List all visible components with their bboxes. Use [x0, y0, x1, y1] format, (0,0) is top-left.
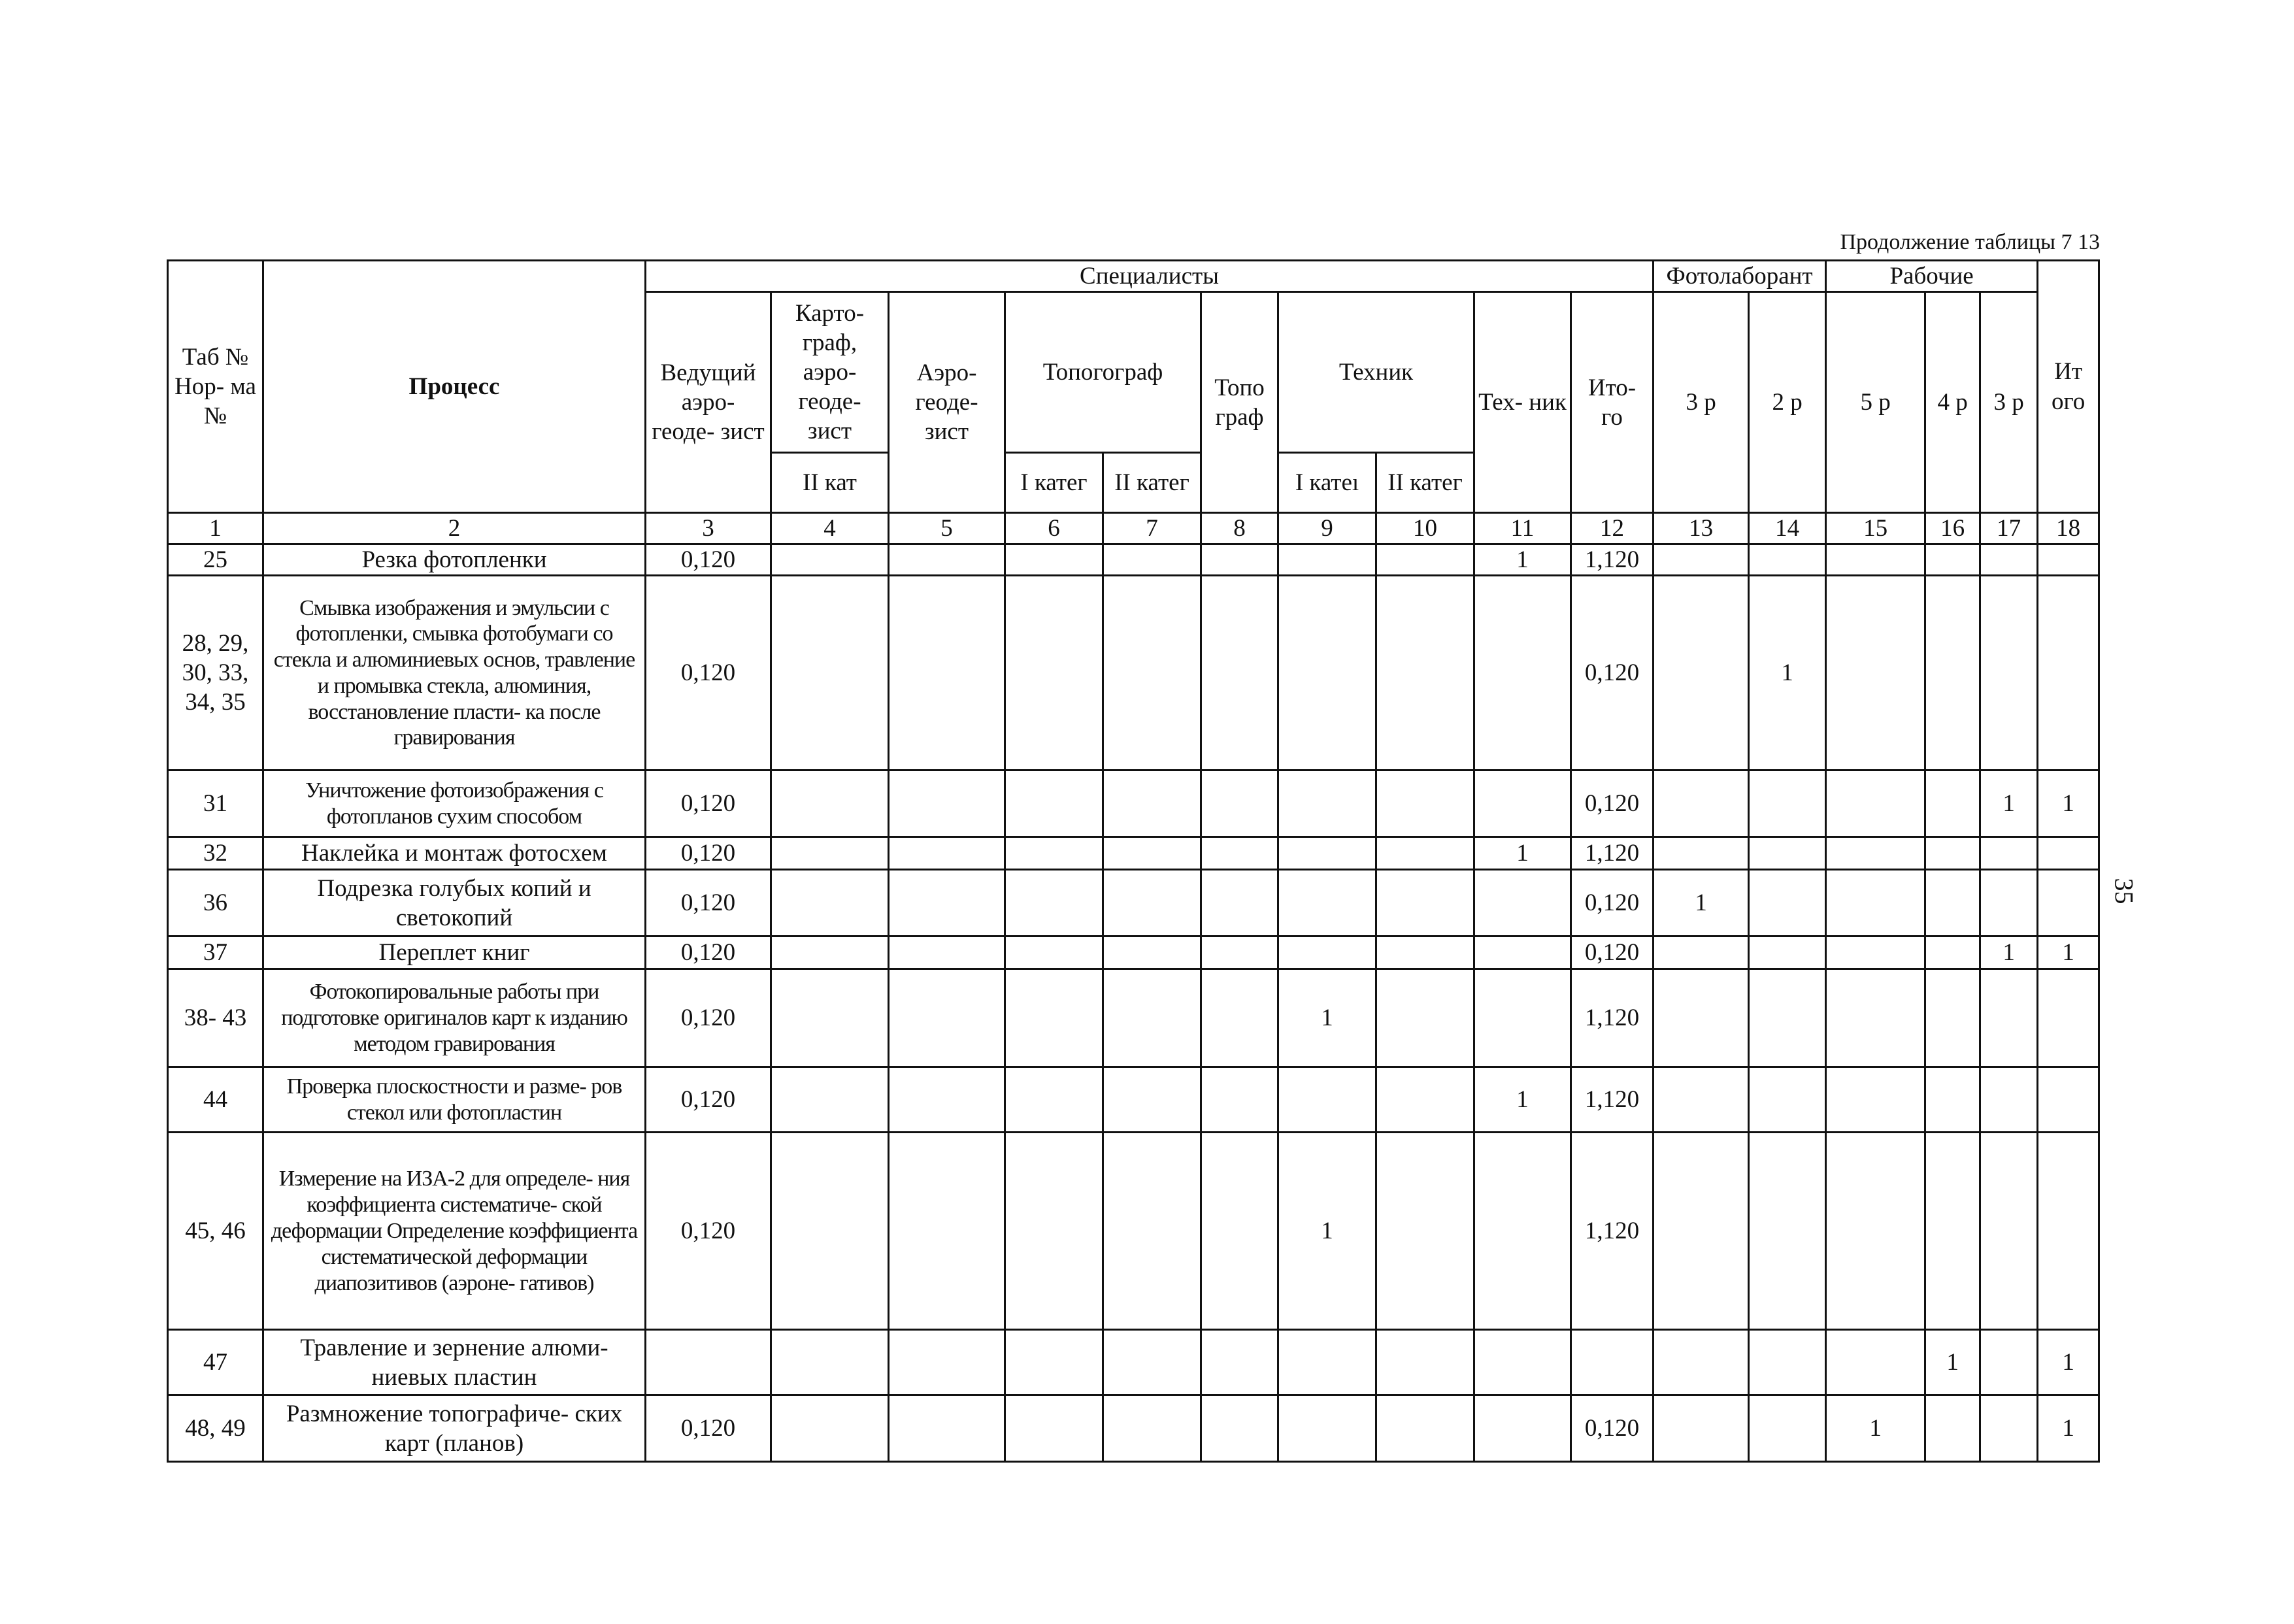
value-cell: [1980, 969, 2038, 1067]
value-cell: [1654, 771, 1749, 837]
value-cell: [1925, 771, 1980, 837]
value-cell: [1376, 936, 1474, 969]
value-cell: [1980, 576, 2038, 771]
header-topographer: Топогограф: [1005, 292, 1201, 453]
value-cell: 0,120: [1571, 936, 1654, 969]
value-cell: [2038, 576, 2099, 771]
value-cell: [1654, 544, 1749, 576]
value-cell: [889, 870, 1005, 936]
value-cell: [1980, 870, 2038, 936]
value-cell: [1005, 1133, 1103, 1330]
value-cell: 1,120: [1571, 1067, 1654, 1133]
value-cell: 1: [1749, 576, 1826, 771]
value-cell: 0,120: [646, 969, 771, 1067]
value-cell: [1980, 837, 2038, 870]
value-cell: [1925, 969, 1980, 1067]
value-cell: [1826, 1330, 1925, 1395]
header-technician-cat-2: II катег: [1376, 453, 1474, 513]
value-cell: [1103, 771, 1201, 837]
value-cell: [1749, 969, 1826, 1067]
value-cell: [889, 1067, 1005, 1133]
value-cell: [889, 837, 1005, 870]
value-cell: 1: [1826, 1395, 1925, 1462]
page-number: 35: [2109, 878, 2139, 904]
value-cell: [1278, 837, 1376, 870]
value-cell: 1: [2038, 936, 2099, 969]
table-row: [168, 936, 2099, 969]
value-cell: [1749, 1395, 1826, 1462]
value-cell: 0,120: [646, 837, 771, 870]
norm-number-cell: 47: [168, 1330, 263, 1395]
value-cell: [1474, 576, 1571, 771]
value-cell: 1: [1980, 936, 2038, 969]
norm-number-cell: 48, 49: [168, 1395, 263, 1462]
value-cell: 1: [1474, 837, 1571, 870]
header-process: Процесс: [263, 261, 646, 513]
value-cell: [1826, 544, 1925, 576]
col-number: 15: [1826, 513, 1925, 544]
value-cell: [646, 1330, 771, 1395]
header-topographer-cat-2: II катег: [1103, 453, 1201, 513]
value-cell: [1005, 1067, 1103, 1133]
value-cell: [1654, 1133, 1749, 1330]
value-cell: [889, 1330, 1005, 1395]
header-photolab-3r: 3 р: [1654, 292, 1749, 513]
header-workers: Рабочие: [1826, 261, 2038, 292]
value-cell: [771, 771, 889, 837]
norm-number-cell: 38- 43: [168, 969, 263, 1067]
header-topograf: Топо граф: [1201, 292, 1278, 513]
table-row: [168, 544, 2099, 576]
value-cell: [771, 576, 889, 771]
process-cell: Фотокопировальные работы при подготовке оригиналов карт к изданию методом гравирования: [263, 969, 646, 1067]
col-number: 4: [771, 513, 889, 544]
header-specialists: Специалисты: [646, 261, 1654, 292]
value-cell: 1,120: [1571, 544, 1654, 576]
value-cell: [889, 936, 1005, 969]
process-cell: Резка фотопленки: [263, 544, 646, 576]
value-cell: [1749, 771, 1826, 837]
header-technician-group: Техник: [1278, 292, 1474, 453]
value-cell: [1749, 544, 1826, 576]
value-cell: [771, 1133, 889, 1330]
value-cell: 0,120: [646, 1395, 771, 1462]
value-cell: [1826, 969, 1925, 1067]
value-cell: [1826, 576, 1925, 771]
value-cell: [1654, 576, 1749, 771]
value-cell: [1278, 544, 1376, 576]
value-cell: [2038, 1067, 2099, 1133]
col-number: 6: [1005, 513, 1103, 544]
norm-number-cell: 31: [168, 771, 263, 837]
col-number: 2: [263, 513, 646, 544]
value-cell: 1: [1474, 544, 1571, 576]
table-row: [168, 576, 2099, 771]
value-cell: [1103, 1133, 1201, 1330]
value-cell: [1980, 1067, 2038, 1133]
value-cell: [1925, 1067, 1980, 1133]
value-cell: [1201, 576, 1278, 771]
value-cell: [889, 544, 1005, 576]
value-cell: [1376, 1395, 1474, 1462]
col-number: 8: [1201, 513, 1278, 544]
value-cell: [771, 837, 889, 870]
value-cell: [889, 1133, 1005, 1330]
value-cell: [1005, 969, 1103, 1067]
process-cell: Уничтожение фотоизображения с фотопланов сухим способом: [263, 771, 646, 837]
value-cell: [1980, 1133, 2038, 1330]
value-cell: [1201, 936, 1278, 969]
value-cell: 1: [1278, 1133, 1376, 1330]
header-total: Ито- го: [1571, 292, 1654, 513]
value-cell: [1278, 771, 1376, 837]
value-cell: 0,120: [646, 544, 771, 576]
value-cell: [771, 1330, 889, 1395]
norm-number-cell: 32: [168, 837, 263, 870]
value-cell: 0,120: [1571, 1395, 1654, 1462]
value-cell: 1: [2038, 1395, 2099, 1462]
table-body: [168, 544, 2099, 1462]
value-cell: [1474, 1330, 1571, 1395]
value-cell: [1103, 837, 1201, 870]
value-cell: [1103, 1067, 1201, 1133]
value-cell: [1005, 1330, 1103, 1395]
value-cell: [889, 1395, 1005, 1462]
value-cell: 0,120: [1571, 870, 1654, 936]
value-cell: [2038, 969, 2099, 1067]
value-cell: [1749, 936, 1826, 969]
value-cell: [1201, 1395, 1278, 1462]
value-cell: 1: [1654, 870, 1749, 936]
value-cell: 1: [2038, 1330, 2099, 1395]
header-cartographer: Карто- граф, аэро- геоде- зист: [771, 292, 889, 453]
value-cell: [1826, 1133, 1925, 1330]
value-cell: [1749, 870, 1826, 936]
process-cell: Размножение топографиче- ских карт (планов): [263, 1395, 646, 1462]
value-cell: [1376, 1067, 1474, 1133]
value-cell: [1826, 771, 1925, 837]
value-cell: [771, 969, 889, 1067]
value-cell: [2038, 544, 2099, 576]
col-number: 3: [646, 513, 771, 544]
value-cell: [771, 936, 889, 969]
value-cell: [1376, 576, 1474, 771]
value-cell: [1826, 837, 1925, 870]
value-cell: [1474, 771, 1571, 837]
norm-number-cell: 44: [168, 1067, 263, 1133]
col-number: 17: [1980, 513, 2038, 544]
value-cell: 0,120: [646, 1067, 771, 1133]
col-number: 16: [1925, 513, 1980, 544]
header-technician: Тех- ник: [1474, 292, 1571, 513]
col-number: 14: [1749, 513, 1826, 544]
norm-number-cell: 45, 46: [168, 1133, 263, 1330]
value-cell: [889, 771, 1005, 837]
value-cell: [771, 870, 889, 936]
value-cell: [1474, 969, 1571, 1067]
value-cell: [1376, 771, 1474, 837]
value-cell: [1201, 969, 1278, 1067]
value-cell: 0,120: [646, 771, 771, 837]
value-cell: [1376, 837, 1474, 870]
column-numbers-row: [168, 513, 2099, 544]
value-cell: [1826, 1067, 1925, 1133]
col-number: 1: [168, 513, 263, 544]
value-cell: [1201, 771, 1278, 837]
table-row: [168, 969, 2099, 1067]
value-cell: [1103, 936, 1201, 969]
value-cell: [1278, 936, 1376, 969]
value-cell: [1005, 837, 1103, 870]
norm-number-cell: 25: [168, 544, 263, 576]
col-number: 18: [2038, 513, 2099, 544]
header-photolab: Фотолаборант: [1654, 261, 1826, 292]
col-number: 12: [1571, 513, 1654, 544]
col-number: 7: [1103, 513, 1201, 544]
col-number: 11: [1474, 513, 1571, 544]
process-cell: Измерение на ИЗА-2 для определе- ния коэффициента систематиче- ской деформации Определение коэффициента систематической деформации диапозитивов (аэроне- гативов): [263, 1133, 646, 1330]
norms-table: [167, 259, 2100, 1463]
value-cell: [1749, 1330, 1826, 1395]
value-cell: [1654, 969, 1749, 1067]
value-cell: [1103, 969, 1201, 1067]
value-cell: [1278, 576, 1376, 771]
process-cell: Проверка плоскостности и разме- ров стекол или фотопластин: [263, 1067, 646, 1133]
value-cell: [2038, 837, 2099, 870]
value-cell: [1826, 936, 1925, 969]
col-number: 13: [1654, 513, 1749, 544]
header-cartographer-category: II кат: [771, 453, 889, 513]
table-caption: Продолжение таблицы 7 13: [1840, 230, 2100, 254]
table-row: [168, 1067, 2099, 1133]
value-cell: 0,120: [1571, 771, 1654, 837]
value-cell: [1654, 1330, 1749, 1395]
header-aerogeodesist: Аэро- геоде- зист: [889, 292, 1005, 513]
value-cell: [1654, 1395, 1749, 1462]
value-cell: [1376, 969, 1474, 1067]
value-cell: [1925, 936, 1980, 969]
value-cell: [2038, 1133, 2099, 1330]
value-cell: [1474, 870, 1571, 936]
value-cell: [1376, 1133, 1474, 1330]
value-cell: [1925, 1395, 1980, 1462]
value-cell: [1654, 837, 1749, 870]
value-cell: [889, 576, 1005, 771]
value-cell: [889, 969, 1005, 1067]
value-cell: [771, 1395, 889, 1462]
value-cell: [1201, 870, 1278, 936]
value-cell: 1: [1474, 1067, 1571, 1133]
value-cell: 0,120: [646, 936, 771, 969]
header-workers-4r: 4 р: [1925, 292, 1980, 513]
header-row-1: [168, 261, 2099, 292]
value-cell: [1749, 1133, 1826, 1330]
value-cell: [1925, 837, 1980, 870]
norm-number-cell: 28, 29, 30, 33, 34, 35: [168, 576, 263, 771]
value-cell: 0,120: [646, 1133, 771, 1330]
value-cell: [771, 544, 889, 576]
value-cell: [1474, 936, 1571, 969]
process-cell: Смывка изображения и эмульсии с фотопленки, смывка фотобумаги со стекла и алюминиевых основ, травление и промывка стекла, алюминия, восстановление пласти- ка после гравирования: [263, 576, 646, 771]
value-cell: [1278, 870, 1376, 936]
value-cell: [1278, 1330, 1376, 1395]
value-cell: [1474, 1133, 1571, 1330]
value-cell: [1103, 1395, 1201, 1462]
value-cell: [1005, 870, 1103, 936]
value-cell: [1103, 576, 1201, 771]
value-cell: 0,120: [1571, 576, 1654, 771]
value-cell: [1201, 837, 1278, 870]
value-cell: [771, 1067, 889, 1133]
header-lead-aerogeodesist: Ведущий аэро- геоде- зист: [646, 292, 771, 513]
table-row: [168, 1133, 2099, 1330]
value-cell: [1005, 544, 1103, 576]
value-cell: 1: [1278, 969, 1376, 1067]
value-cell: [1980, 1395, 2038, 1462]
value-cell: [1005, 936, 1103, 969]
header-photolab-2r: 2 р: [1749, 292, 1826, 513]
value-cell: [1103, 870, 1201, 936]
header-tab-norma: Таб № Нор- ма №: [168, 261, 263, 513]
value-cell: [1005, 1395, 1103, 1462]
value-cell: [1005, 771, 1103, 837]
process-cell: Переплет книг: [263, 936, 646, 969]
value-cell: [1278, 1067, 1376, 1133]
header-workers-5r: 5 р: [1826, 292, 1925, 513]
value-cell: [1376, 870, 1474, 936]
table-row: [168, 870, 2099, 936]
value-cell: [1201, 1067, 1278, 1133]
value-cell: [1005, 576, 1103, 771]
value-cell: 1: [2038, 771, 2099, 837]
process-cell: Наклейка и монтаж фотосхем: [263, 837, 646, 870]
process-cell: Травление и зернение алюми- ниевых пластин: [263, 1330, 646, 1395]
value-cell: [1826, 870, 1925, 936]
value-cell: 1,120: [1571, 1133, 1654, 1330]
process-cell: Подрезка голубых копий и светокопий: [263, 870, 646, 936]
table-row: [168, 837, 2099, 870]
header-topographer-cat-1: I катег: [1005, 453, 1103, 513]
table-row: [168, 1330, 2099, 1395]
value-cell: [1980, 1330, 2038, 1395]
value-cell: 1,120: [1571, 837, 1654, 870]
col-number: 10: [1376, 513, 1474, 544]
value-cell: 0,120: [646, 576, 771, 771]
norm-number-cell: 36: [168, 870, 263, 936]
value-cell: [1474, 1395, 1571, 1462]
value-cell: 1,120: [1571, 969, 1654, 1067]
value-cell: [1654, 1067, 1749, 1133]
value-cell: [1201, 544, 1278, 576]
value-cell: [1749, 1067, 1826, 1133]
value-cell: [1376, 544, 1474, 576]
table-row: [168, 1395, 2099, 1462]
value-cell: [1103, 1330, 1201, 1395]
value-cell: [1925, 544, 1980, 576]
header-workers-3r: 3 р: [1980, 292, 2038, 513]
table-row: [168, 771, 2099, 837]
value-cell: [2038, 870, 2099, 936]
value-cell: 1: [1980, 771, 2038, 837]
value-cell: [1103, 544, 1201, 576]
value-cell: [1925, 576, 1980, 771]
value-cell: 1: [1925, 1330, 1980, 1395]
col-number: 9: [1278, 513, 1376, 544]
norm-number-cell: 37: [168, 936, 263, 969]
value-cell: [1376, 1330, 1474, 1395]
header-total-workers: Ит ого: [2038, 261, 2099, 513]
value-cell: [1925, 870, 1980, 936]
header-technician-cat-1: I катеı: [1278, 453, 1376, 513]
value-cell: [1571, 1330, 1654, 1395]
value-cell: [1654, 936, 1749, 969]
value-cell: [1749, 837, 1826, 870]
value-cell: [1980, 544, 2038, 576]
value-cell: [1278, 1395, 1376, 1462]
value-cell: [1925, 1133, 1980, 1330]
value-cell: [1201, 1133, 1278, 1330]
value-cell: 0,120: [646, 870, 771, 936]
value-cell: [1201, 1330, 1278, 1395]
col-number: 5: [889, 513, 1005, 544]
